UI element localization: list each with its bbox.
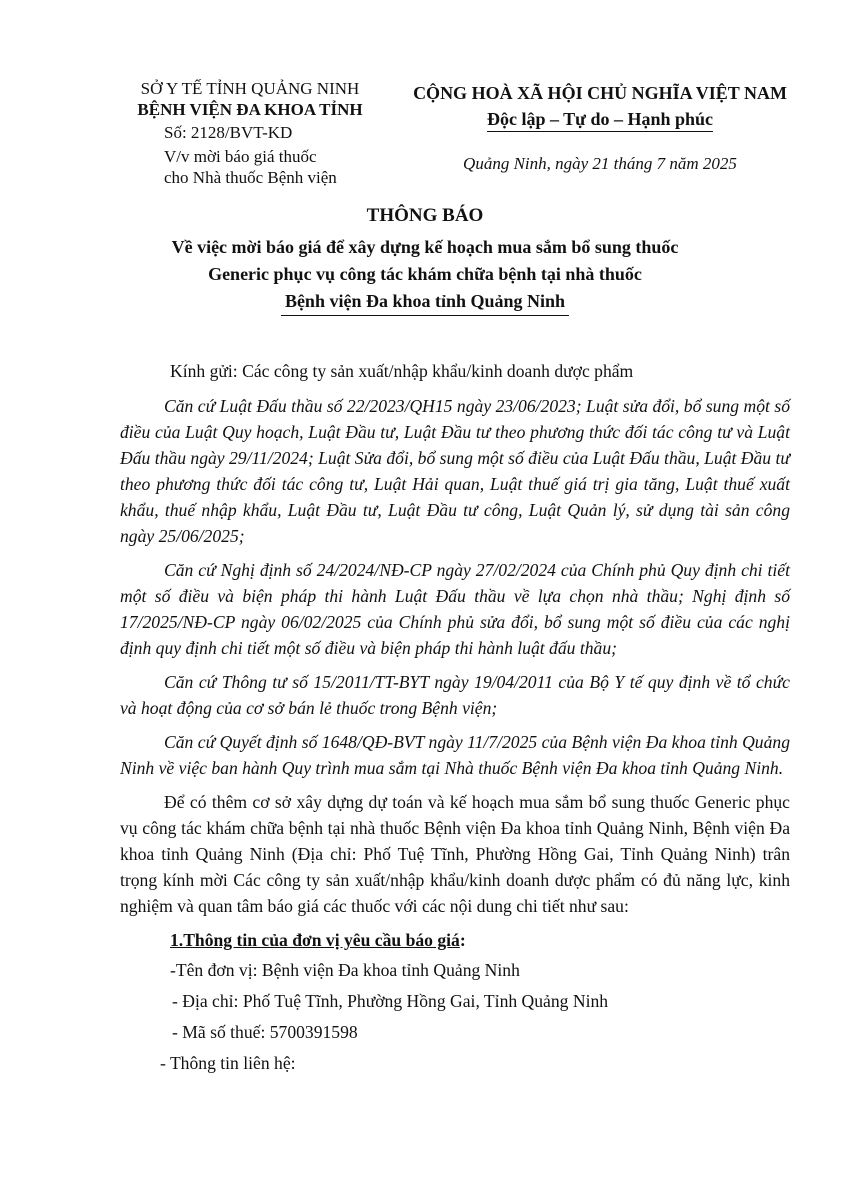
address-line: - Địa chỉ: Phố Tuệ Tĩnh, Phường Hồng Gai, Tỉnh Quảng Ninh xyxy=(172,991,609,1011)
legal-basis-paragraph: Căn cứ Thông tư số 15/2011/TT-BYT ngày 19/04/2011 của Bộ Y tế quy định về tổ chức và hoạt động của cơ sở bán lẻ thuốc trong Bệnh viện; xyxy=(120,672,790,718)
legal-basis-paragraph: Căn cứ Nghị định số 24/2024/NĐ-CP ngày 27/02/2024 của Chính phủ Quy định chi tiết một số điều và biện pháp thi hành Luật Đấu thầu về lựa chọn nhà thầu; Nghị định số 17/2025/NĐ-CP ngày 06/02/2025 của Chính phủ sửa đổi, bổ sung một số điều của các nghị định quy định chi tiết một số điều và biện pháp thi hành luật đấu thầu; xyxy=(120,560,790,658)
document-number: Số: 2128/BVT-KD xyxy=(164,123,293,142)
contact-line: - Thông tin liên hệ: xyxy=(160,1053,296,1073)
legal-basis-paragraph: Căn cứ Quyết định số 1648/QĐ-BVT ngày 11/7/2025 của Bệnh viện Đa khoa tỉnh Quảng Ninh về việc ban hành Quy trình mua sắm tại Nhà thuốc Bệnh viện Đa khoa tỉnh Quảng Ninh. xyxy=(120,732,790,778)
recipient-line: Kính gửi: Các công ty sản xuất/nhập khẩu/kinh doanh dược phẩm xyxy=(170,361,634,381)
national-header xyxy=(395,80,805,175)
section-1-heading-colon: : xyxy=(459,930,466,950)
agency-name: SỞ Y TẾ TỈNH QUẢNG NINH xyxy=(140,79,360,98)
tax-code-line: - Mã số thuế: 5700391598 xyxy=(172,1022,358,1042)
intro-paragraph: Để có thêm cơ sở xây dựng dự toán và kế hoạch mua sắm bổ sung thuốc Generic phục vụ công tác khám chữa bệnh tại nhà thuốc Bệnh viện Đa khoa tỉnh Quảng Ninh, Bệnh viện Đa khoa tỉnh Quảng Ninh (Địa chỉ: Phố Tuệ Tĩnh, Phường Hồng Gai, Tỉnh Quảng Ninh) trân trọng kính mời Các công ty sản xuất/nhập khẩu/kinh doanh dược phẩm có đủ năng lực, kinh nghiệm và quan tâm báo giá các thuốc với các nội dung chi tiết như sau: xyxy=(120,792,790,916)
document-title: THÔNG BÁO xyxy=(366,205,484,226)
title-block xyxy=(80,202,770,316)
national-motto: Độc lập – Tự do – Hạnh phúc xyxy=(487,107,713,132)
subject-line-1: V/v mời báo giá thuốc xyxy=(164,147,317,166)
hospital-name: BỆNH VIỆN ĐA KHOA TỈNH xyxy=(137,100,363,119)
subject-title-line-1: Về việc mời báo giá để xây dựng kế hoạch mua sắm bổ sung thuốc xyxy=(171,237,679,257)
document-subject xyxy=(80,234,770,316)
place-date: Quảng Ninh, ngày 21 tháng 7 năm 2025 xyxy=(463,154,737,173)
section-1-heading-text: 1.Thông tin của đơn vị yêu cầu báo giá xyxy=(170,930,460,950)
subject-line-2: cho Nhà thuốc Bệnh viện xyxy=(164,168,337,187)
document-body xyxy=(120,358,790,1081)
subject-title-line-2: Generic phục vụ công tác khám chữa bệnh tại nhà thuốc xyxy=(208,264,642,284)
section-1-heading xyxy=(120,927,790,953)
unit-name-line: -Tên đơn vị: Bệnh viện Đa khoa tỉnh Quảng Ninh xyxy=(170,960,520,980)
legal-basis-paragraph: Căn cứ Luật Đấu thầu số 22/2023/QH15 ngày 23/06/2023; Luật sửa đổi, bổ sung một số điều của Luật Quy hoạch, Luật Đầu tư, Luật Đầu tư theo phương thức đối tác công tư và Luật Đấu thầu ngày 29/11/2024; Luật Sửa đổi, bổ sung một số điều của Luật Đấu thầu, Luật Đầu tư theo phương thức đối tác công tư, Luật Hải quan, Luật thuế giá trị gia tăng, Luật thuế xuất khẩu, thuế nhập khẩu, Luật Đầu tư, Luật Đầu tư công, Luật Quản lý, sử dụng tài sản công ngày 25/06/2025; xyxy=(120,396,790,546)
issuer-header xyxy=(100,78,420,188)
nation-name: CỘNG HOÀ XÃ HỘI CHỦ NGHĨA VIỆT NAM xyxy=(413,83,787,103)
subject-title-line-3: Bệnh viện Đa khoa tỉnh Quảng Ninh xyxy=(281,288,569,316)
